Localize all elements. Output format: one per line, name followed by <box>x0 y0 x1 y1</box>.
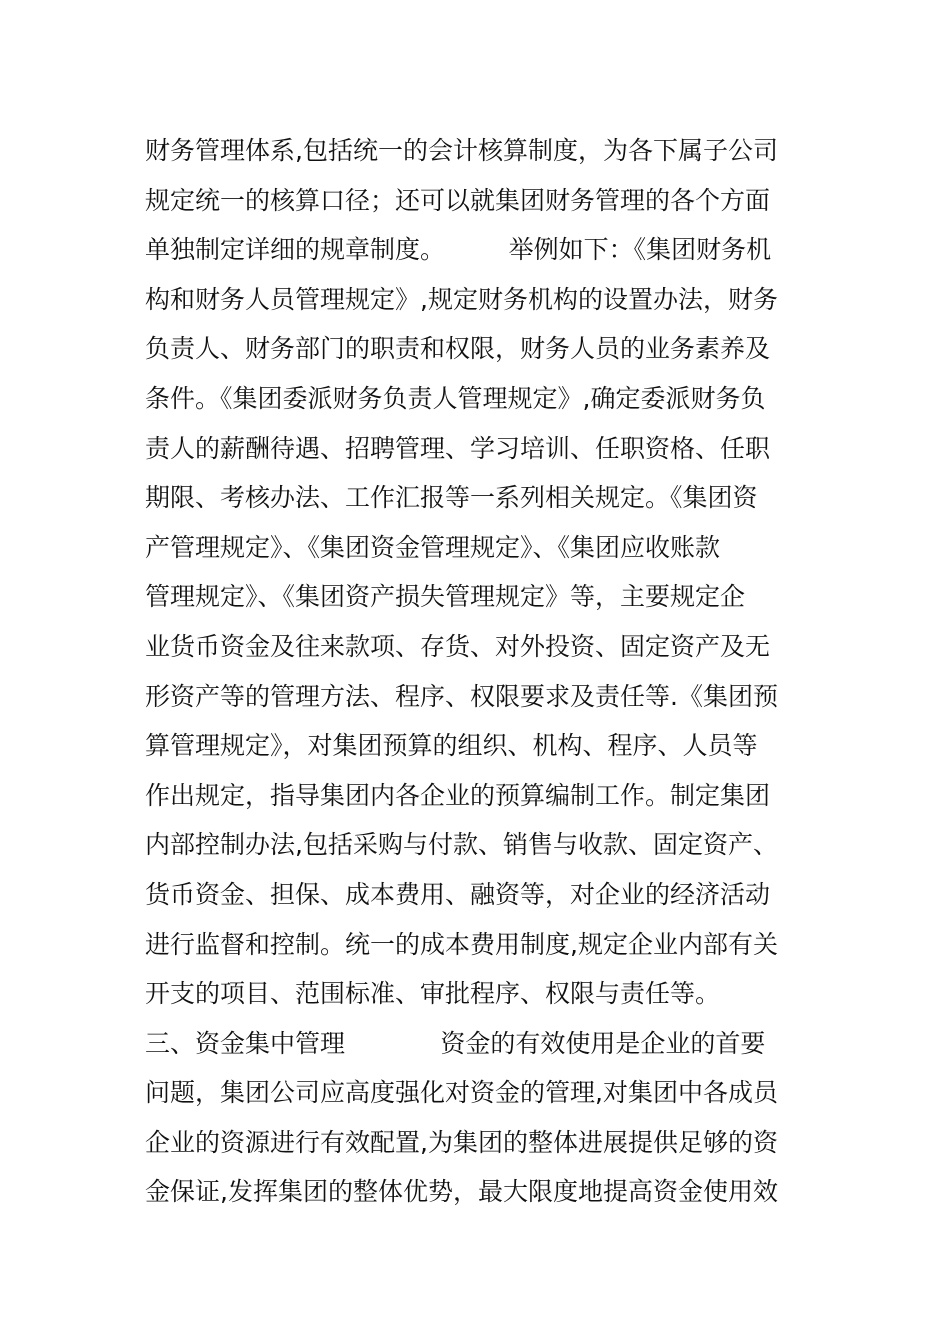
text-line: 进行监督和控制。统一的成本费用制度,规定企业内部有关 <box>145 929 778 959</box>
text-line: 财务管理体系,包括统一的会计核算制度，为各下属子公司 <box>145 136 778 165</box>
text-line: 期限、考核办法、工作汇报等一系列相关规定。《集团资 <box>145 483 758 513</box>
text-line: 产管理规定》、《集团资金管理规定》、《集团应收账款 <box>145 532 721 562</box>
text-line: 作出规定，指导集团内各企业的预算编制工作。制定集团 <box>145 780 771 810</box>
text-line: 开支的项目、范围标准、审批程序、权限与责任等。 <box>145 979 721 1009</box>
text-line: 算管理规定》，对集团预算的组织、机构、程序、人员等 <box>145 731 758 761</box>
section-heading-line: 三、资金集中管理 资金的有效使用是企业的首要 <box>145 1028 766 1058</box>
text-line: 业货币资金及往来款项、存货、对外投资、固定资产及无 <box>145 631 771 661</box>
body-text <box>145 126 805 1217</box>
text-line: 金保证,发挥集团的整体优势，最大限度地提高资金使用效 <box>145 1177 778 1207</box>
text-line: 构和财务人员管理规定》,规定财务机构的设置办法，财务 <box>145 284 778 314</box>
text-line: 责人的薪酬待遇、招聘管理、学习培训、任职资格、任职 <box>145 433 771 463</box>
text-line: 内部控制办法,包括采购与付款、销售与收款、固定资产、 <box>145 830 778 860</box>
text-line: 条件。《集团委派财务负责人管理规定》,确定委派财务负 <box>145 383 766 413</box>
text-line: 货币资金、担保、成本费用、融资等，对企业的经济活动 <box>145 879 771 909</box>
text-line: 负责人、财务部门的职责和权限，财务人员的业务素养及 <box>145 334 771 364</box>
text-line: 形资产等的管理方法、程序、权限要求及责任等.《集团预 <box>145 681 778 711</box>
text-line: 企业的资源进行有效配置,为集团的整体进展提供足够的资 <box>145 1127 778 1157</box>
text-line: 问题，集团公司应高度强化对资金的管理,对集团中各成员 <box>145 1078 778 1108</box>
text-line: 单独制定详细的规章制度。 举例如下：《集团财务机 <box>145 235 772 265</box>
text-line: 规定统一的核算口径；还可以就集团财务管理的各个方面 <box>145 185 771 215</box>
text-line: 管理规定》、《集团资产损失管理规定》等，主要规定企 <box>145 582 746 612</box>
